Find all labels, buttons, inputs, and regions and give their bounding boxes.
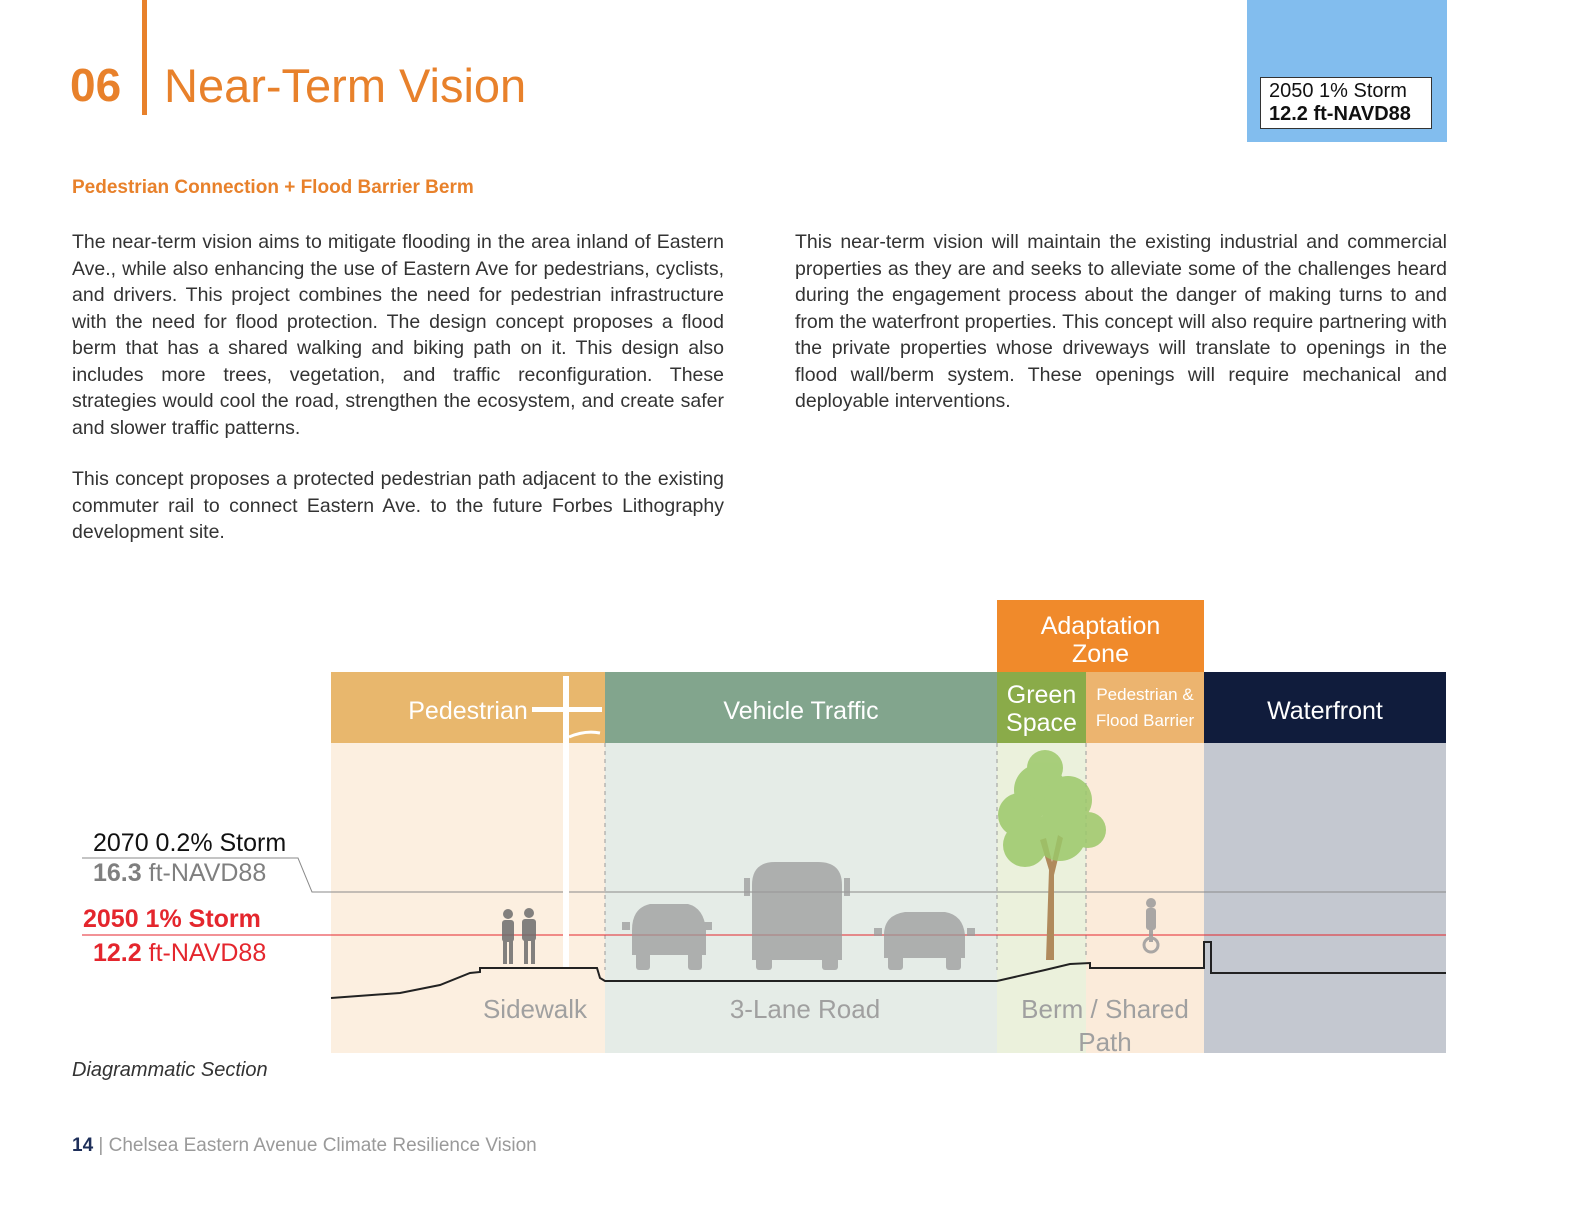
waterfront-zone-label: Waterfront bbox=[1267, 697, 1383, 725]
footer bbox=[72, 1135, 537, 1157]
barrier-zone-line1: Pedestrian & bbox=[1096, 685, 1194, 704]
berm-label bbox=[990, 993, 1220, 1059]
storm-2050-level bbox=[93, 938, 266, 968]
page-number: 14 bbox=[72, 1135, 94, 1156]
adaptation-zone-line2: Zone bbox=[1072, 640, 1129, 668]
storm-2070-level bbox=[93, 858, 266, 888]
storm-2070-value: 16.3 bbox=[93, 859, 142, 887]
storm-2050-value: 12.2 bbox=[93, 939, 142, 967]
green-zone-line1: Green bbox=[1006, 681, 1077, 709]
sidewalk-label: Sidewalk bbox=[482, 994, 588, 1024]
berm-label-line1: Berm / Shared bbox=[1021, 994, 1189, 1024]
barrier-zone-label bbox=[1086, 682, 1204, 734]
storm-tag-title: 2050 1% Storm bbox=[1269, 80, 1407, 102]
waterfront-zone-body bbox=[1204, 743, 1446, 1053]
berm-label-line2: Path bbox=[1078, 1027, 1132, 1057]
footer-separator: | bbox=[93, 1135, 109, 1156]
vehicle-zone-label: Vehicle Traffic bbox=[723, 697, 879, 725]
adaptation-zone-label bbox=[997, 612, 1204, 668]
paragraph-pedestrian-path: This concept proposes a protected pedestrian path adjacent to the existing commuter rail to connect Eastern Ave. to the future Forbes Lithography development site. bbox=[72, 468, 724, 543]
section-title: Near-Term Vision bbox=[164, 59, 527, 112]
diagram-caption: Diagrammatic Section bbox=[72, 1059, 268, 1081]
paragraph-intro: The near-term vision aims to mitigate flooding in the area inland of Eastern Ave., while also enhancing the use of Eastern Ave for pedestrians, cyclists, and drivers. This project combines the need for pedestrian infrastructure with the need for flood protection. The design concept proposes a flood berm that has a shared walking and biking path on it. This design also includes more trees, vegetation, and traffic reconfiguration. These strategies would cool the road, strengthen the ecosystem, and create safer and slower traffic patterns. bbox=[72, 231, 724, 439]
pedestrian-zone-label: Pedestrian bbox=[408, 697, 528, 725]
green-zone-line2: Space bbox=[1006, 709, 1077, 737]
storm-2050-unit: ft-NAVD88 bbox=[141, 939, 267, 967]
footer-doc-title: Chelsea Eastern Avenue Climate Resilience Vision bbox=[108, 1135, 537, 1156]
storm-tag-value: 12.2 ft-NAVD88 bbox=[1269, 103, 1411, 125]
barrier-zone-line2: Flood Barrier bbox=[1095, 711, 1195, 730]
subheading: Pedestrian Connection + Flood Barrier Berm bbox=[72, 177, 474, 198]
storm-2070-unit: ft-NAVD88 bbox=[141, 859, 267, 887]
section-number: 06 bbox=[70, 59, 122, 111]
road-label: 3-Lane Road bbox=[729, 994, 881, 1024]
green-zone-label bbox=[997, 681, 1086, 737]
paragraph-properties: This near-term vision will maintain the existing industrial and commercial properties as they are and seeks to alleviate some of the challenges heard during the engagement process about the danger of making turns to and from the waterfront properties. This concept will also require partnering with the private properties whose driveways will translate to openings in the flood wall/berm system. These openings will require mechanical and deployable interventions. bbox=[795, 231, 1447, 412]
storm-2050-title: 2050 1% Storm bbox=[83, 905, 261, 933]
adaptation-zone-line1: Adaptation bbox=[1040, 612, 1161, 640]
storm-2070-title: 2070 0.2% Storm bbox=[93, 829, 287, 857]
